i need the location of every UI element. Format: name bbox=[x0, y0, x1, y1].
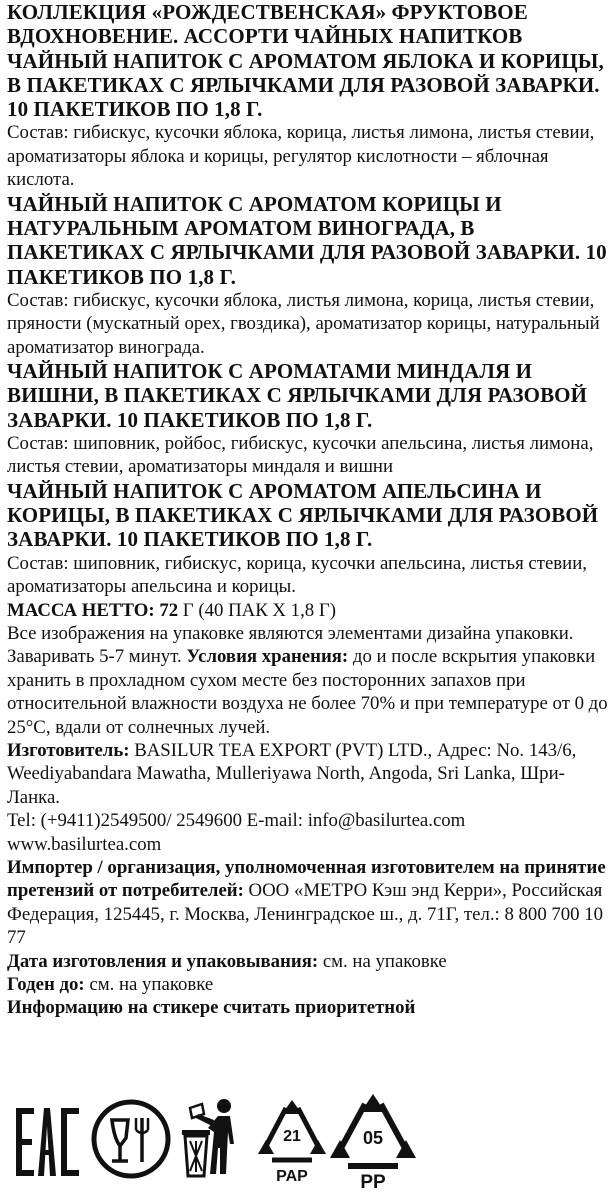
production-date-text: см. на упаковке bbox=[318, 950, 447, 972]
net-weight-rest: Г (40 ПАК Х 1,8 Г) bbox=[178, 599, 336, 621]
sticker-note bbox=[7, 996, 611, 1019]
section-4 bbox=[7, 479, 611, 599]
importer-label: Импортер / организация, уполномоченная изготовителем на принятие претензий от потребителей: bbox=[7, 856, 606, 902]
production-date bbox=[7, 950, 611, 973]
net-weight bbox=[7, 599, 611, 622]
eac-mark-icon bbox=[14, 1102, 84, 1182]
net-weight-value: 72 bbox=[159, 599, 179, 621]
best-before-text: см. на упаковке bbox=[84, 974, 214, 996]
section-title: ЧАЙНЫЙ НАПИТОК С АРОМАТОМ АПЕЛЬСИНА И КОРИЦЫ, В ПАКЕТИКАХ С ЯРЛЫЧКАМИ ДЛЯ РАЗОВОЙ ЗАВАРКИ. 10 ПАКЕТИКОВ ПО 1,8 Г. bbox=[7, 478, 599, 552]
manufacturer-text: BASILUR TEA EXPORT (PVT) LTD., Адрес: No. 143/6, Weediyabandara Mawatha, Mulleriyawa North, Angoda, Sri Lanka, Шри-Ланка. bbox=[7, 739, 577, 808]
food-safe-icon bbox=[90, 1098, 172, 1180]
recycle-number: 05 bbox=[362, 1128, 384, 1148]
section-title: ЧАЙНЫЙ НАПИТОК С АРОМАТОМ КОРИЦЫ И НАТУРАЛЬНЫМ АРОМАТОМ ВИНОГРАДА, В ПАКЕТИКАХ С ЯРЛЫЧКАМИ ДЛЯ РАЗОВОЙ ЗАВАРКИ. 10 ПАКЕТИКОВ ПО 1,8 Г. bbox=[7, 191, 607, 289]
storage-label: Условия хранения: bbox=[186, 646, 349, 668]
section-title: ЧАЙНЫЙ НАПИТОК С АРОМАТАМИ МИНДАЛЯ И ВИШНИ, В ПАКЕТИКАХ С ЯРЛЫЧКАМИ ДЛЯ РАЗОВОЙ ЗАВАРКИ. 10 ПАКЕТИКОВ ПО 1,8 Г. bbox=[7, 359, 588, 432]
section-3 bbox=[7, 359, 611, 479]
storage-conditions bbox=[7, 622, 611, 739]
recycle-plastic-mark bbox=[328, 1092, 418, 1192]
net-weight-label: МАССА НЕТТО: bbox=[7, 599, 155, 621]
best-before-label: Годен до: bbox=[7, 974, 85, 996]
section-1 bbox=[7, 0, 611, 192]
importer bbox=[7, 856, 611, 950]
manufacturer bbox=[7, 739, 611, 809]
recycle-code: PP bbox=[360, 1172, 386, 1193]
manufacturer-label: Изготовитель: bbox=[7, 739, 130, 761]
recycle-code: PAP bbox=[276, 1168, 308, 1185]
certification-marks bbox=[0, 1090, 614, 1194]
manufacturer-contacts: Tel: (+9411)2549500/ 2549600 E-mail: info@basilurtea.com www.basilurtea.com bbox=[7, 810, 466, 855]
section-composition: Состав: шиповник, гибискус, корица, кусочки апельсина, листья стевии, ароматизаторы апельсина и корицы. bbox=[7, 552, 587, 598]
dispose-in-bin-icon bbox=[178, 1096, 248, 1180]
storage-text: до и после вскрытия упаковки хранить в прохладном сухом месте без посторонних запахов при относительной влажности воздуха не более 70% и при температуре от 0 до 25°С, вдали от солнечных лучей. bbox=[7, 646, 608, 738]
section-composition: Состав: гибискус, кусочки яблока, корица, листья лимона, листья стевии, ароматизаторы яблока и корицы, регулятор кислотности – яблочная кислота. bbox=[7, 122, 595, 191]
sticker-note-text: Информацию на стикере считать приоритетной bbox=[7, 997, 416, 1019]
section-title: КОЛЛЕКЦИЯ «РОЖДЕСТВЕНСКАЯ» ФРУКТОВОЕ ВДОХНОВЕНИЕ. АССОРТИ ЧАЙНЫХ НАПИТКОВ ЧАЙНЫЙ НАПИТОК С АРОМАТОМ ЯБЛОКА И КОРИЦЫ, В ПАКЕТИКАХ С ЯРЛЫЧКАМИ ДЛЯ РАЗОВОЙ ЗАВАРКИ. 10 ПАКЕТИКОВ ПО 1,8 Г. bbox=[7, 0, 604, 122]
label-text bbox=[7, 0, 611, 1020]
section-composition: Состав: шиповник, ройбос, гибискус, кусочки апельсина, листья лимона, листья стевии, ароматизаторы миндаля и вишни bbox=[7, 433, 594, 478]
production-date-label: Дата изготовления и упаковывания: bbox=[7, 950, 319, 972]
section-2 bbox=[7, 192, 611, 359]
best-before bbox=[7, 973, 611, 996]
storage-intro: Все изображения на упаковке являются элементами дизайна упаковки. Заваривать 5-7 минут. bbox=[7, 622, 574, 668]
recycle-number: 21 bbox=[283, 1128, 301, 1145]
importer-text: ООО «МЕТРО Кэш энд Керри», Российская Федерация, 125445, г. Москва, Ленинградское ш., д. 71Г, тел.: 8 800 700 10 77 bbox=[7, 880, 604, 949]
section-composition: Состав: гибискус, кусочки яблока, листья лимона, корица, листья стевии, пряности (мускатный орех, гвоздика), ароматизатор корицы, натуральный ароматизатор винограда. bbox=[7, 289, 600, 358]
recycle-paper-mark bbox=[256, 1098, 328, 1190]
